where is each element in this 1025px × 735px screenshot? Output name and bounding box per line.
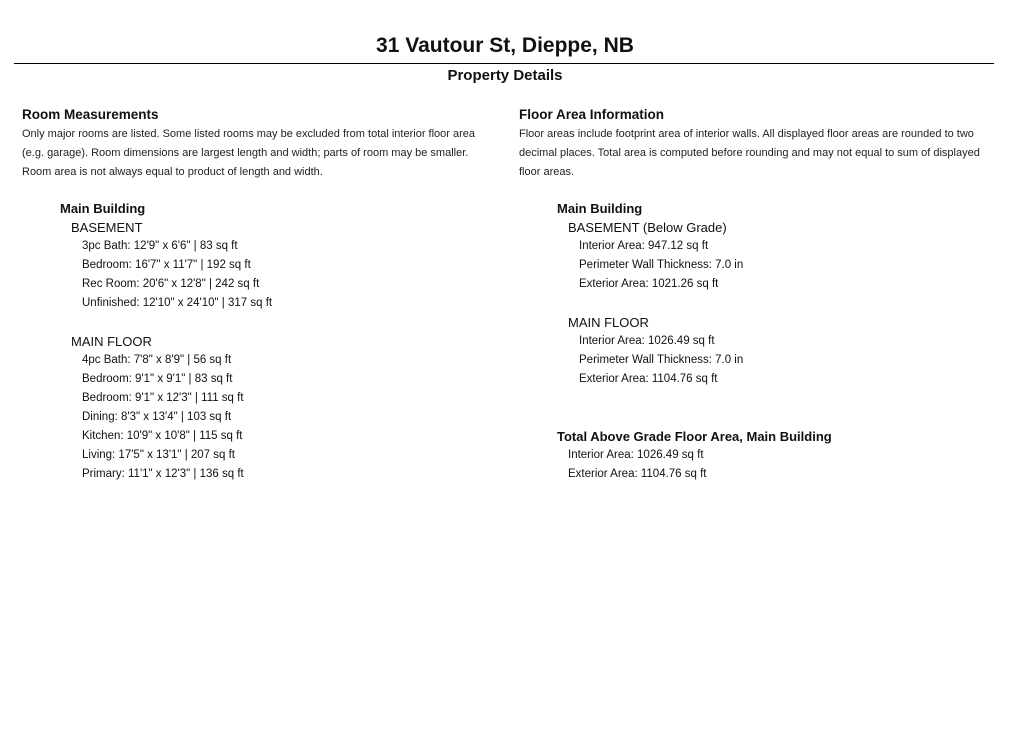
area-item: Perimeter Wall Thickness: 7.0 in [579,354,744,366]
room-item: Unfinished: 12'10" x 24'10" | 317 sq ft [82,297,273,309]
room-item: Dining: 8'3" x 13'4" | 103 sq ft [82,411,232,423]
building-title: Main Building [557,201,643,216]
area-item: Interior Area: 1026.49 sq ft [579,335,715,347]
floor-name: MAIN FLOOR [568,315,649,330]
room-item: Bedroom: 9'1" x 12'3" | 111 sq ft [82,392,244,404]
room-item: 4pc Bath: 7'8" x 8'9" | 56 sq ft [82,354,232,366]
description-line: Only major rooms are listed. Some listed rooms may be excluded from total interior floor area [22,128,476,140]
page-title: 31 Vautour St, Dieppe, NB [376,34,634,57]
floor-block-main-floor [557,313,1004,389]
floor-block-main-floor [60,332,497,484]
room-item: Primary: 11'1" x 12'3" | 136 sq ft [82,468,244,480]
description-line: (e.g. garage). Room dimensions are largest length and width; parts of room may be smaller. [22,147,469,159]
area-item: Exterior Area: 1021.26 sq ft [579,278,719,290]
total-above-grade-block [557,427,1004,484]
floor-block-basement [60,218,497,313]
page-subtitle: Property Details [447,67,563,84]
room-measurements-heading: Room Measurements [22,107,159,122]
floor-name: MAIN FLOOR [71,334,152,349]
floor-name: BASEMENT [71,220,143,235]
area-item: Interior Area: 947.12 sq ft [579,240,709,252]
room-item: Bedroom: 16'7" x 11'7" | 192 sq ft [82,259,251,271]
floor-area-description [519,125,1004,182]
floor-area-section [519,106,1004,484]
description-line: decimal places. Total area is computed before rounding and may not equal to sum of displayed [519,147,980,159]
total-item: Exterior Area: 1104.76 sq ft [568,468,707,480]
total-item: Interior Area: 1026.49 sq ft [568,449,704,461]
description-line: Room area is not always equal to product of length and width. [22,166,323,178]
building-title: Main Building [60,201,146,216]
area-item: Perimeter Wall Thickness: 7.0 in [579,259,744,271]
room-item: Bedroom: 9'1" x 9'1" | 83 sq ft [82,373,233,385]
room-item: 3pc Bath: 12'9" x 6'6" | 83 sq ft [82,240,238,252]
floor-area-heading: Floor Area Information [519,107,665,122]
room-item: Rec Room: 20'6" x 12'8" | 242 sq ft [82,278,260,290]
area-item: Exterior Area: 1104.76 sq ft [579,373,718,385]
area-building-block [557,199,1004,389]
room-measurements-section [22,106,497,484]
description-line: floor areas. [519,166,575,178]
total-heading: Total Above Grade Floor Area, Main Building [557,429,832,444]
description-line: Floor areas include footprint area of interior walls. All displayed floor areas are rounded to two [519,128,974,140]
room-item: Kitchen: 10'9" x 10'8" | 115 sq ft [82,430,243,442]
floor-block-basement [557,218,1004,294]
room-item: Living: 17'5" x 13'1" | 207 sq ft [82,449,235,461]
room-measurements-description [22,125,497,182]
title-divider [14,63,994,64]
room-building-block [60,199,497,484]
floor-name: BASEMENT (Below Grade) [568,220,727,235]
